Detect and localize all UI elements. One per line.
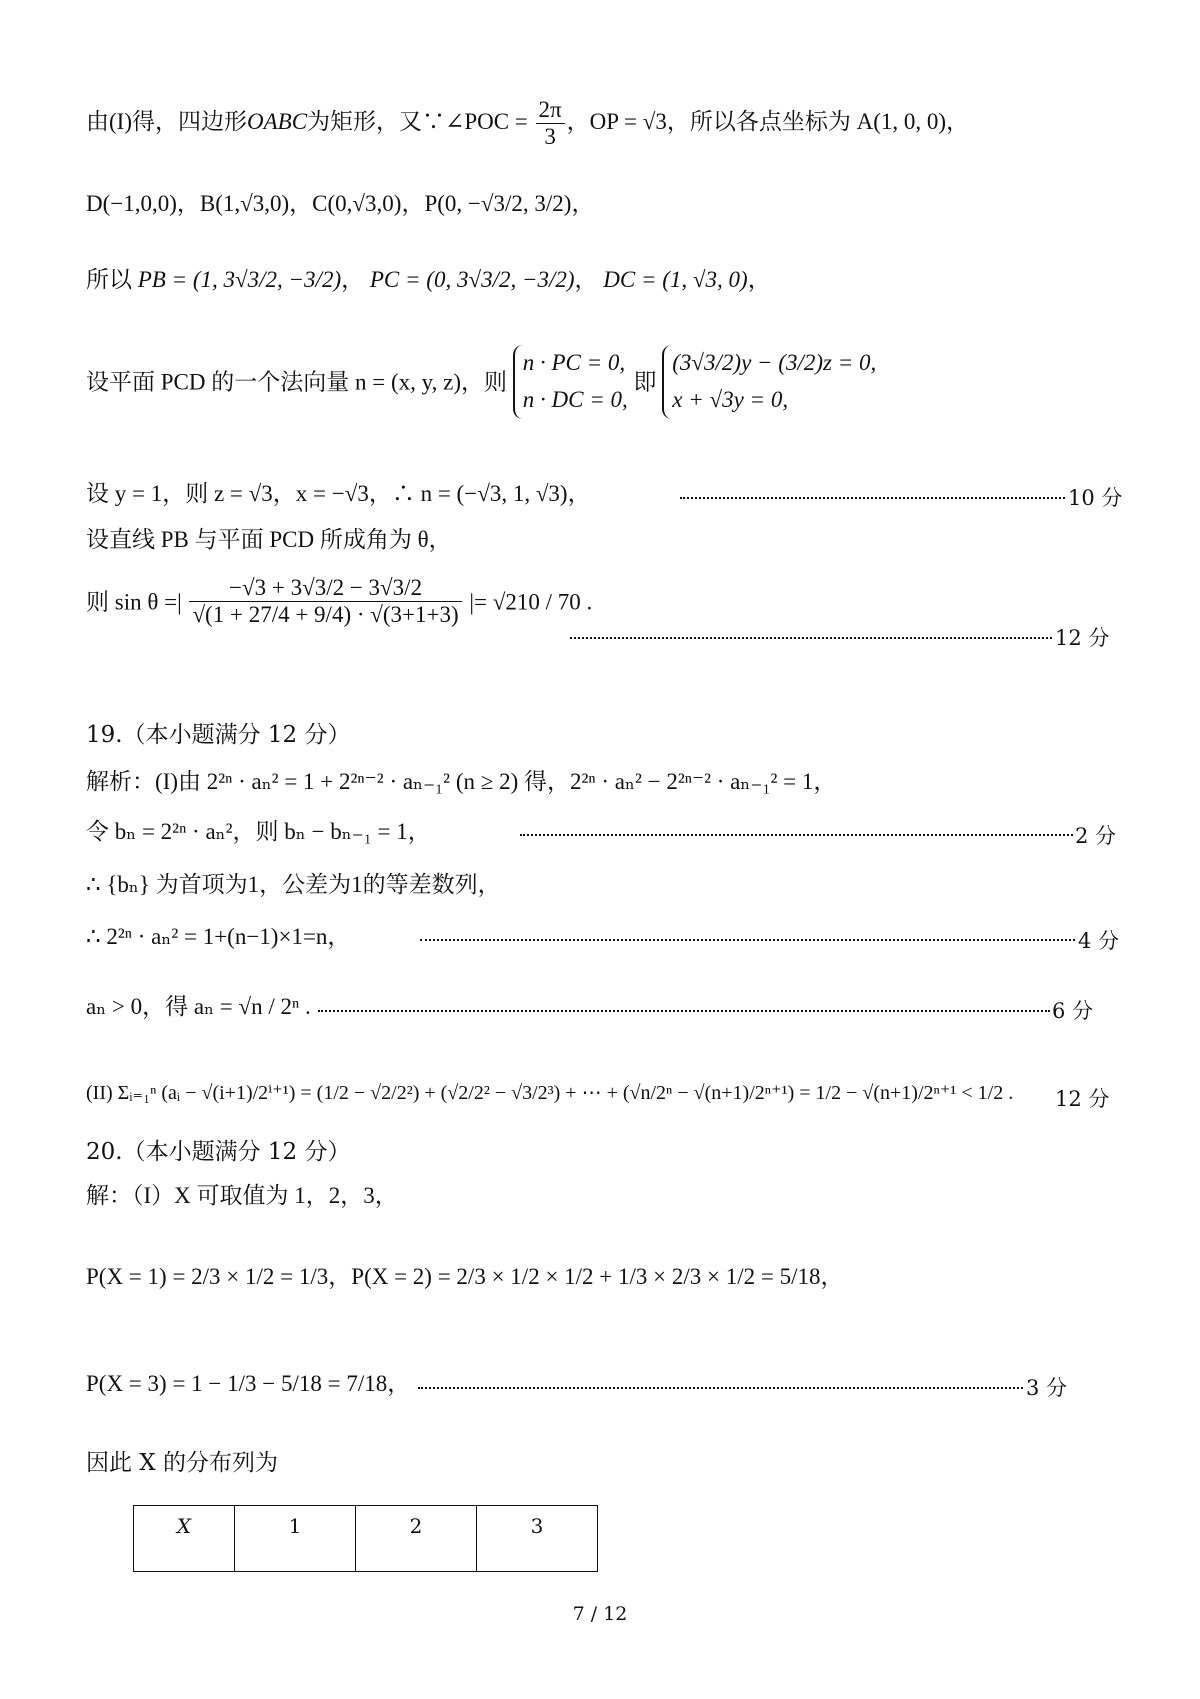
distribution-table	[133, 1505, 598, 1572]
q19-line-4: ∴ 2²ⁿ · aₙ² = 1+(n−1)×1=n，	[86, 924, 351, 949]
table-header-cell: X	[134, 1506, 235, 1572]
text: 设平面 PCD 的一个法向量 n = (x, y, z)，则	[86, 369, 507, 395]
dot-leader	[418, 1387, 1023, 1389]
dot-leader	[318, 1010, 1050, 1012]
table-header-cell: 3	[477, 1506, 598, 1572]
text: 则 sin θ =|	[86, 589, 182, 615]
numerator: −√3 + 3√3/2 − 3√3/2	[189, 575, 461, 602]
q20-line-2: P(X = 1) = 2/3 × 1/2 = 1/3，P(X = 2) = 2/3 × 1/2 × 1/2 + 1/3 × 2/3 × 1/2 = 5/18，	[86, 1264, 844, 1289]
vector-dc: DC = (1, √3, 0)	[603, 267, 748, 292]
dot-leader	[570, 637, 1052, 639]
q19-heading: 19.（本小题满分 12 分）	[86, 722, 351, 748]
q19-line-2: 令 bₙ = 2²ⁿ · aₙ²，则 bₙ − bₙ₋₁ = 1，	[86, 819, 431, 844]
text: 即	[633, 369, 657, 395]
q19-line-5: aₙ > 0，得 aₙ = √n / 2ⁿ .	[86, 994, 311, 1019]
denominator: 3	[544, 124, 556, 150]
dot-leader	[520, 834, 1073, 836]
table-header-cell: 1	[235, 1506, 356, 1572]
q20-line-3: P(X = 3) = 1 − 1/3 − 5/18 = 7/18，	[86, 1371, 411, 1396]
q20-heading: 20.（本小题满分 12 分）	[86, 1139, 351, 1165]
q19-line-1: 解析：(I)由 2²ⁿ · aₙ² = 1 + 2²ⁿ⁻² · aₙ₋₁² (n ≥ 2) 得，2²ⁿ · aₙ² − 2²ⁿ⁻² · aₙ₋₁² = 1，	[86, 769, 837, 794]
q19-line-6: (II) Σᵢ₌₁ⁿ (aᵢ − √(i+1)/2ⁱ⁺¹) = (1/2 − √2/2²) + (√2/2² − √3/2³) + ⋯ + (√n/2ⁿ − √(n+1)/2ⁿ⁺¹) = 1/2 − √(n+1)/2ⁿ⁺¹ < 1/2 .	[86, 1082, 1014, 1104]
text: 所以	[86, 267, 132, 292]
fraction	[536, 97, 565, 151]
q20-line-4: 因此 X 的分布列为	[86, 1450, 278, 1476]
dot-leader	[680, 497, 1065, 499]
q20-line-1: 解：（I）X 可取值为 1，2，3，	[86, 1183, 398, 1208]
shape-name: OABC	[246, 109, 308, 135]
score-mark: 10 分	[1068, 486, 1123, 510]
line-1	[86, 97, 969, 151]
table-row	[134, 1506, 598, 1572]
vector-pc: PC = (0, 3√3/2, −3/2)	[369, 267, 575, 292]
result: |= √210 / 70 .	[469, 589, 593, 615]
score-mark: 2 分	[1075, 824, 1117, 848]
numerator: 2π	[536, 97, 565, 124]
score-mark: 12 分	[1055, 1087, 1110, 1111]
equation: (3√3/2)y − (3/2)z = 0,	[672, 350, 877, 375]
fraction-sin	[189, 575, 461, 629]
equation-system-1	[513, 345, 628, 419]
text: ，所以各点坐标为 A(1, 0, 0)，	[666, 109, 970, 135]
line-2: D(−1,0,0)，B(1,√3,0)，C(0,√3,0)，P(0, −√3/2, 3/2)，	[86, 191, 595, 216]
table-header-cell: 2	[356, 1506, 477, 1572]
score-mark: 12 分	[1055, 626, 1110, 650]
equation-system-2	[662, 345, 876, 419]
page-number: 7 / 12	[572, 1603, 628, 1625]
line-4	[86, 345, 876, 419]
text: 由(I)得，四边形	[86, 109, 247, 135]
line-5: 设 y = 1，则 z = √3，x = −√3，∴ n = (−√3, 1, √3)，	[86, 481, 591, 506]
score-mark: 6 分	[1052, 999, 1094, 1023]
vector-pb: PB = (1, 3√3/2, −3/2)	[137, 267, 342, 292]
dot-leader	[420, 939, 1075, 941]
denominator: √(1 + 27/4 + 9/4) · √(3+1+3)	[192, 602, 459, 628]
line-7	[86, 575, 592, 629]
equation: n · PC = 0,	[522, 350, 626, 375]
q19-line-3: ∴ {bₙ} 为首项为1，公差为1的等差数列，	[86, 872, 501, 897]
score-mark: 3 分	[1026, 1376, 1068, 1400]
line-3: 所以 PB = (1, 3√3/2, −3/2)， PC = (0, 3√3/2, −3/2)， DC = (1, √3, 0)，	[86, 267, 771, 292]
score-mark: 4 分	[1078, 929, 1120, 953]
text: ，OP = √3	[566, 109, 667, 135]
line-6: 设直线 PB 与平面 PCD 所成角为 θ，	[86, 527, 452, 552]
equation: n · DC = 0,	[522, 386, 628, 412]
equation: x + √3y = 0,	[672, 386, 789, 412]
text: 为矩形，又∵∠POC =	[307, 109, 528, 135]
